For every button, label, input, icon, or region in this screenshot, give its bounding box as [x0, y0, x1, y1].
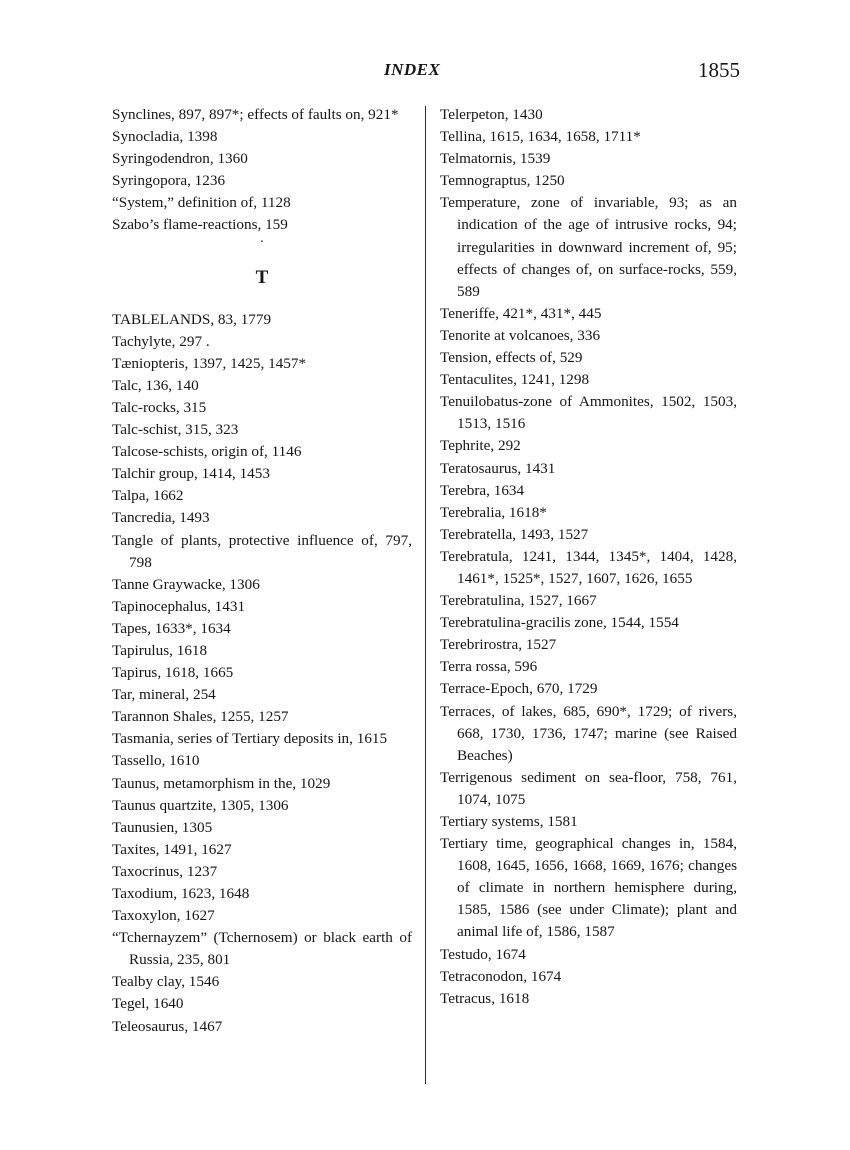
- index-entry: TABLELANDS, 83, 1779: [112, 310, 272, 328]
- index-entry: Talc, 136, 140: [112, 376, 199, 394]
- index-entry: Terra rossa, 596: [440, 658, 538, 676]
- index-entry: Tapinocephalus, 1431: [112, 597, 246, 615]
- index-entry: Telerpeton, 1430: [440, 106, 543, 123]
- index-entry: Terebralia, 1618*: [440, 503, 547, 521]
- index-entry: Testudo, 1674: [440, 945, 526, 963]
- index-entry: Tegel, 1640: [112, 995, 184, 1013]
- index-entry: Taxites, 1491, 1627: [112, 840, 232, 858]
- index-entry: Terrigenous sediment on sea-floor, 758, 761, 1074, 1075: [440, 768, 737, 808]
- index-entry: Teneriffe, 421*, 431*, 445: [440, 304, 602, 322]
- index-entry: “System,” definition of, 1128: [112, 194, 291, 212]
- index-entry: Terebratulina, 1527, 1667: [440, 592, 597, 610]
- index-entry: Synocladia, 1398: [112, 128, 218, 146]
- index-entry: Tephrite, 292: [440, 437, 521, 455]
- index-entry: Taunus, metamorphism in the, 1029: [112, 774, 331, 792]
- column-divider: [425, 106, 426, 1084]
- section-letter-heading: T: [255, 266, 269, 288]
- index-entry: Tæniopteris, 1397, 1425, 1457*: [112, 354, 307, 372]
- index-entry: Taunusien, 1305: [112, 818, 213, 836]
- index-entry: Taxodium, 1623, 1648: [112, 885, 250, 902]
- index-entry: Terebra, 1634: [440, 481, 525, 499]
- index-entry: Talc-rocks, 315: [112, 398, 207, 416]
- index-entry: Tassello, 1610: [112, 752, 200, 770]
- index-entry: Talchir group, 1414, 1453: [112, 465, 270, 483]
- index-entry: Tetracus, 1618: [440, 989, 530, 1007]
- section-dot: ·: [259, 234, 265, 250]
- index-entry: Syringodendron, 1360: [112, 150, 248, 168]
- page-header: [112, 60, 740, 86]
- index-entry: Tertiary time, geographical changes in, 1584, 1608, 1645, 1656, 1668, 1669, 1676; changes of climate in northern hemisphere during, 1585, 1586 (see under Climate); plant and animal life of, 1586, 1587: [440, 835, 737, 941]
- index-entry: Terebratulina-gracilis zone, 1544, 1554: [440, 614, 679, 632]
- index-entry: Terraces, of lakes, 685, 690*, 1729; of rivers, 668, 1730, 1736, 1747; marine (see Raised Beaches): [440, 702, 737, 764]
- index-entry: Terrace-Epoch, 670, 1729: [440, 680, 598, 698]
- index-entry: Tapirus, 1618, 1665: [112, 664, 234, 682]
- index-entry: Szabo’s flame-reactions, 159: [112, 216, 288, 234]
- index-entry: Tasmania, series of Tertiary deposits in, 1615: [112, 730, 388, 748]
- right-column: [440, 104, 737, 1010]
- page-number: 1855: [698, 58, 740, 82]
- index-entry: Tenorite at volcanoes, 336: [440, 326, 601, 344]
- index-entry: “Tchernayzem” (Tchernosem) or black earth of Russia, 235, 801: [112, 929, 412, 969]
- index-entry: Tarannon Shales, 1255, 1257: [112, 708, 289, 726]
- index-entry: Teratosaurus, 1431: [440, 459, 556, 477]
- index-entry: Tar, mineral, 254: [112, 686, 216, 704]
- index-entry: Terebratula, 1241, 1344, 1345*, 1404, 1428, 1461*, 1525*, 1527, 1607, 1626, 1655: [440, 547, 737, 587]
- index-entry: Tangle of plants, protective influence of, 797, 798: [112, 531, 412, 571]
- index-entry: Tentaculites, 1241, 1298: [440, 371, 590, 389]
- index-entry: Tenuilobatus-zone of Ammonites, 1502, 1503, 1513, 1516: [440, 393, 737, 433]
- index-entry: Tapirulus, 1618: [112, 641, 208, 659]
- index-entries-t-continued: [440, 104, 737, 1010]
- index-entry: Terebratella, 1493, 1527: [440, 525, 589, 543]
- index-entry: Talc-schist, 315, 323: [112, 421, 239, 439]
- running-title: INDEX: [384, 60, 441, 79]
- index-entry: Tetraconodon, 1674: [440, 967, 562, 985]
- index-entry: Tanne Graywacke, 1306: [112, 575, 260, 593]
- index-entry: Temnograptus, 1250: [440, 172, 565, 190]
- index-entry: Tertiary systems, 1581: [440, 813, 578, 830]
- index-entries-t: [112, 309, 412, 1038]
- index-entry: Tealby clay, 1546: [112, 973, 220, 991]
- index-entry: Taxoxylon, 1627: [112, 907, 215, 925]
- index-entry: Tancredia, 1493: [112, 509, 210, 527]
- index-entry: Teleosaurus, 1467: [112, 1017, 223, 1035]
- index-entry: Terebrirostra, 1527: [440, 636, 557, 654]
- index-entry: Tension, effects of, 529: [440, 349, 583, 367]
- index-entries-s: [112, 104, 412, 237]
- index-entry: Tachylyte, 297 .: [112, 332, 210, 350]
- index-entry: Tapes, 1633*, 1634: [112, 619, 231, 637]
- index-entry: Talcose-schists, origin of, 1146: [112, 443, 302, 461]
- index-entry: Taunus quartzite, 1305, 1306: [112, 796, 289, 814]
- index-entry: Synclines, 897, 897*; effects of faults on, 921*: [112, 106, 399, 123]
- index-entry: Talpa, 1662: [112, 487, 184, 505]
- left-column: [112, 104, 412, 1038]
- index-entry: Telmatornis, 1539: [440, 150, 551, 168]
- index-entry: Tellina, 1615, 1634, 1658, 1711*: [440, 128, 641, 146]
- index-entry: Temperature, zone of invariable, 93; as an indication of the age of intrusive rocks, 94; irregularities in downward increment of, 95; effects of changes of, on surface-rocks, 559, 589: [440, 194, 737, 300]
- index-entry: Taxocrinus, 1237: [112, 862, 218, 880]
- index-entry: Syringopora, 1236: [112, 172, 226, 190]
